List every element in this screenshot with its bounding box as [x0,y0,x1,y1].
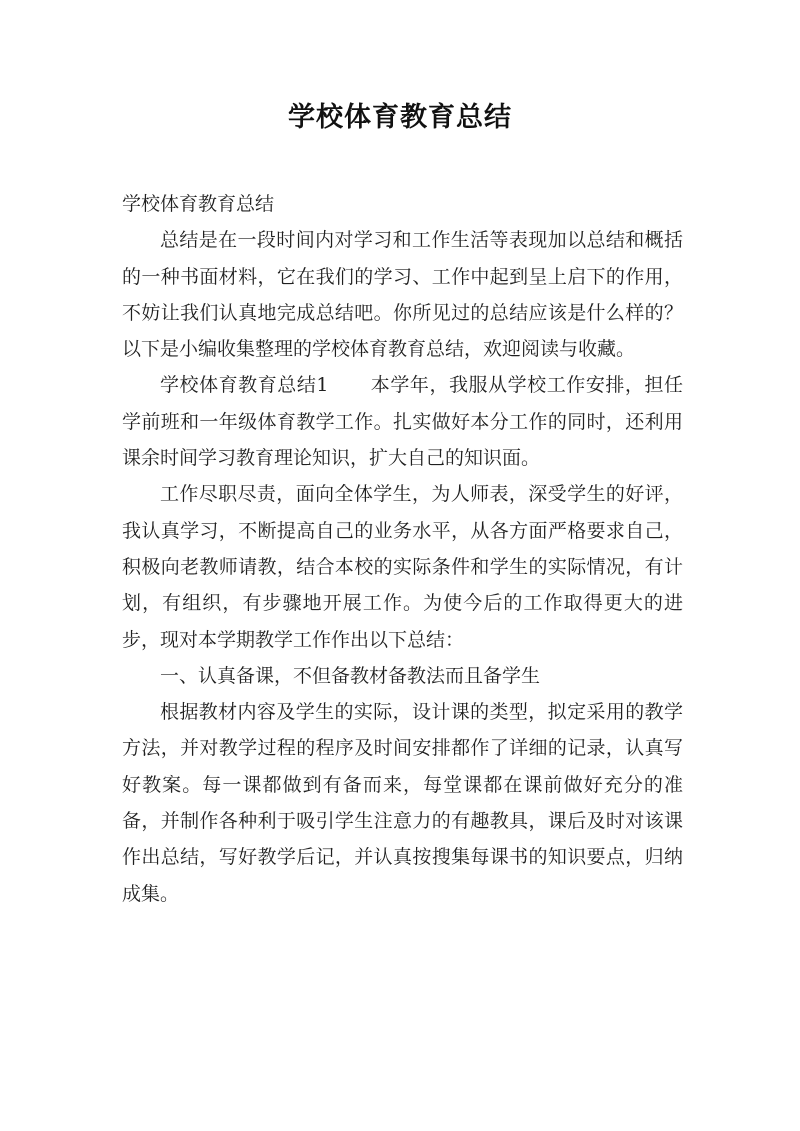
paragraph-section-1 [122,367,683,476]
document-body [122,186,683,912]
paragraph-work-attitude: 工作尽职尽责，面向全体学生，为人师表，深受学生的好评，我认真学习，不断提高自己的业务水平，从各方面严格要求自己，积极向老教师请教，结合本校的实际条件和学生的实际情况，有计划，有组织，有步骤地开展工作。为使今后的工作取得更大的进步，现对本学期教学工作作出以下总结： [122,483,683,651]
paragraph-intro: 总结是在一段时间内对学习和工作生活等表现加以总结和概括的一种书面材料，它在我们的学习、工作中起到呈上启下的作用，不妨让我们认真地完成总结吧。你所见过的总结应该是什么样的？以下是小编收集整理的学校体育教育总结，欢迎阅读与收藏。 [122,229,683,361]
document-title: 学校体育教育总结 [288,102,512,133]
heading-one: 一、认真备课，不但备教材备教法而且备学生 [160,664,541,687]
document-subtitle: 学校体育教育总结 [122,193,275,215]
paragraph-preparation: 根据教材内容及学生的实际，设计课的类型，拟定采用的教学方法，并对教学过程的程序及时间安排都作了详细的记录，认真写好教案。每一课都做到有备而来，每堂课都在课前做好充分的准备，并制作各种利于吸引学生注意力的有趣教具，课后及时对该课作出总结，写好教学后记，并认真按搜集每课书的知识要点，归纳成集。 [122,701,683,905]
section-1-text: 本学年，我服从学校工作安排，担任学前班和一年级体育教学工作。扎实做好本分工作的同时，还利用课余时间学习教育理论知识，扩大自己的知识面。 [122,374,683,470]
section-1-label: 学校体育教育总结1 [160,374,329,397]
